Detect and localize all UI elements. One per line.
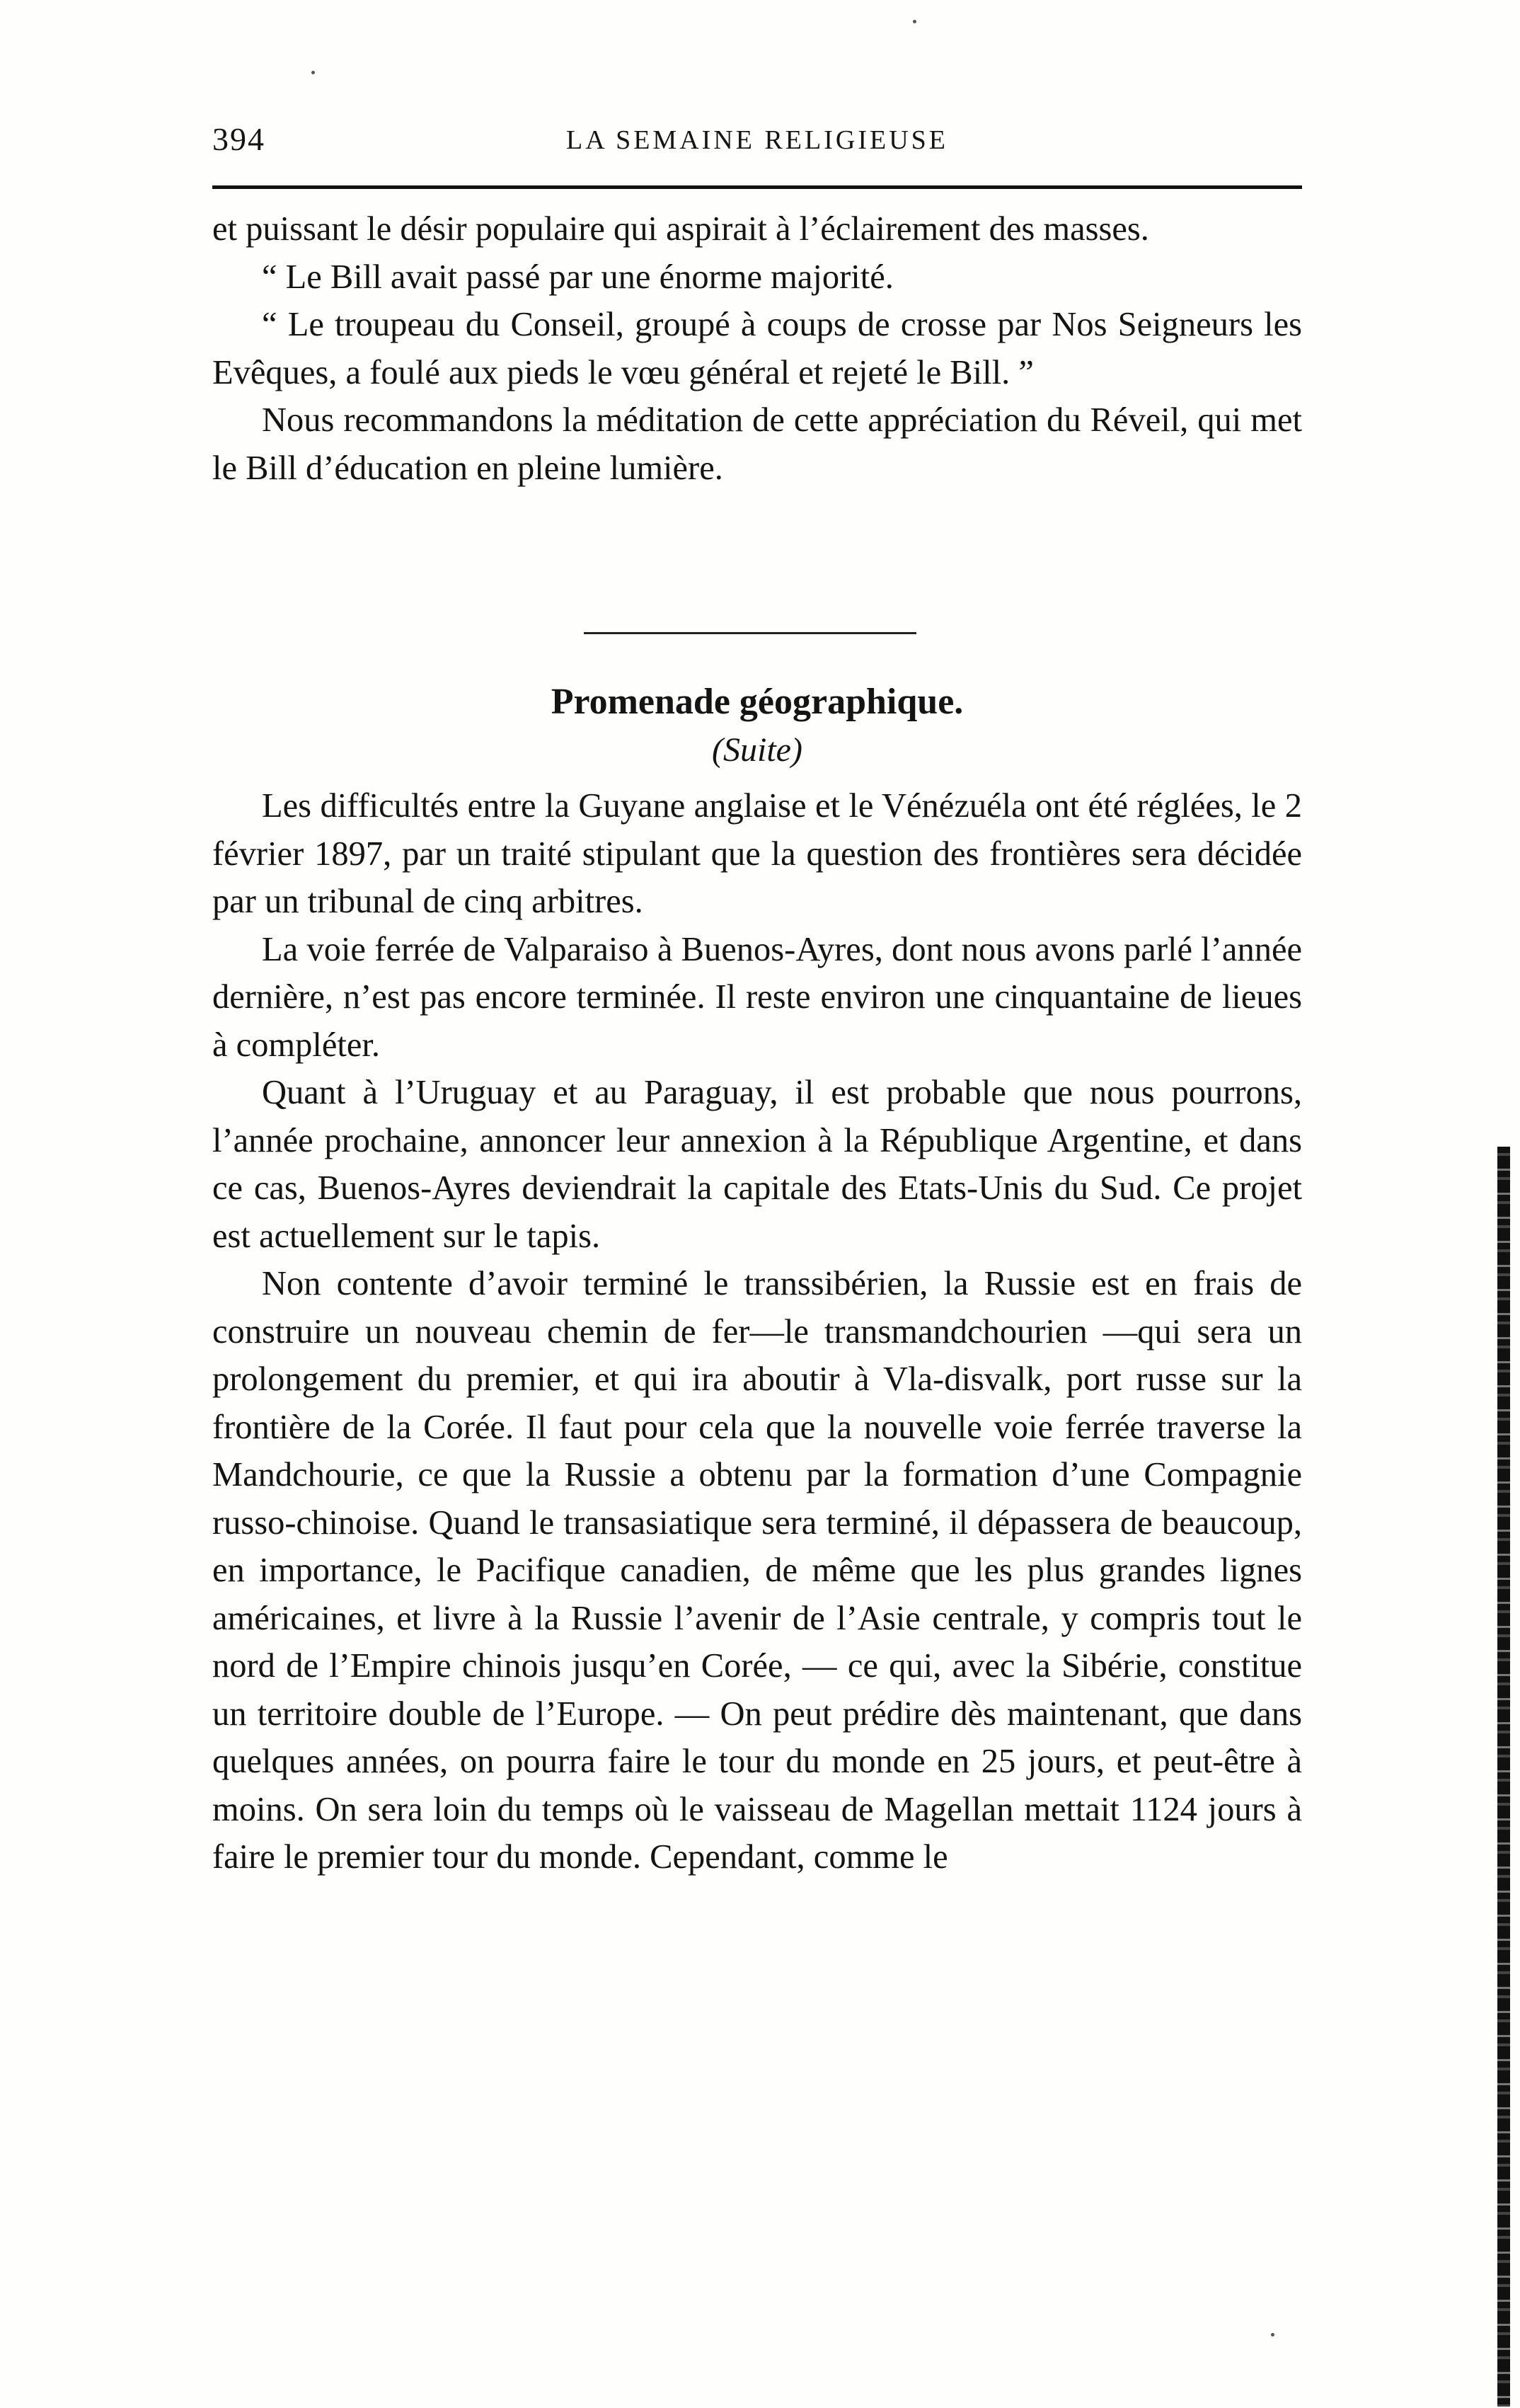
paragraph: Nous recommandons la méditation de cette appréciation du Réveil, qui met le Bill d’éducation en pleine lumière.: [212, 401, 1302, 487]
article-text: [212, 782, 1302, 1881]
scan-speck: [311, 71, 315, 74]
section-divider: [584, 632, 916, 634]
section-title: Promenade géographique.: [551, 682, 964, 722]
scan-edge-shadow: [1497, 1147, 1510, 2407]
paragraph: Quant à l’Uruguay et au Paraguay, il est probable que nous pourrons, l’année prochaine, annoncer leur annexion à la République Argentine, et dans ce cas, Buenos-Ayres deviendrait la capitale des Etats-Unis du Sud. Ce projet est actuellement sur le tapis.: [212, 1074, 1302, 1255]
running-title: LA SEMAINE RELIGIEUSE: [566, 125, 948, 155]
header-rule: [212, 185, 1302, 189]
scan-speck: [913, 20, 916, 23]
paragraph: “ Le Bill avait passé par une énorme majorité.: [262, 258, 894, 296]
page-number: 394: [212, 121, 265, 157]
paragraph: et puissant le désir populaire qui aspirait à l’éclairement des masses.: [212, 210, 1149, 248]
scan-speck: [1271, 2333, 1274, 2337]
paragraph: Non contente d’avoir terminé le transsibérien, la Russie est en frais de construire un nouveau chemin de fer—le transmandchourien —qui sera un prolongement du premier, et qui ira aboutir à Vla-disvalk, port russe sur la frontière de la Corée. Il faut pour cela que la nouvelle voie ferrée traverse la Mandchourie, ce que la Russie a obtenu par la formation d’une Compagnie russo-chinoise. Quand le transasiatique sera terminé, il dépassera de beaucoup, en importance, le Pacifique canadien, de même que les plus grandes lignes américaines, et livre à la Russie l’avenir de l’Asie centrale, y compris tout le nord de l’Empire chinois jusqu’en Corée, — ce qui, avec la Sibérie, constitue un territoire double de l’Europe. — On peut prédire dès maintenant, que dans quelques années, on pourra faire le tour du monde en 25 jours, et peut-être à moins. On sera loin du temps où le vaisseau de Magellan mettait 1124 jours à faire le premier tour du monde. Cependant, comme le: [212, 1265, 1302, 1876]
paragraph: Les difficultés entre la Guyane anglaise et le Vénézuéla ont été réglées, le 2 février 1897, par un traité stipulant que la question des frontières sera décidée par un tribunal de cinq arbitres.: [212, 787, 1302, 920]
paragraph: “ Le troupeau du Conseil, groupé à coups de crosse par Nos Seigneurs les Evêques, a foulé aux pieds le vœu général et rejeté le Bill. ”: [212, 306, 1302, 391]
continuation-text: [212, 205, 1302, 492]
section-subtitle: (Suite): [712, 731, 802, 769]
paragraph: La voie ferrée de Valparaiso à Buenos-Ayres, dont nous avons parlé l’année dernière, n’est pas encore terminée. Il reste environ une cinquantaine de lieues à compléter.: [212, 930, 1302, 1064]
page-header: [212, 120, 1302, 170]
